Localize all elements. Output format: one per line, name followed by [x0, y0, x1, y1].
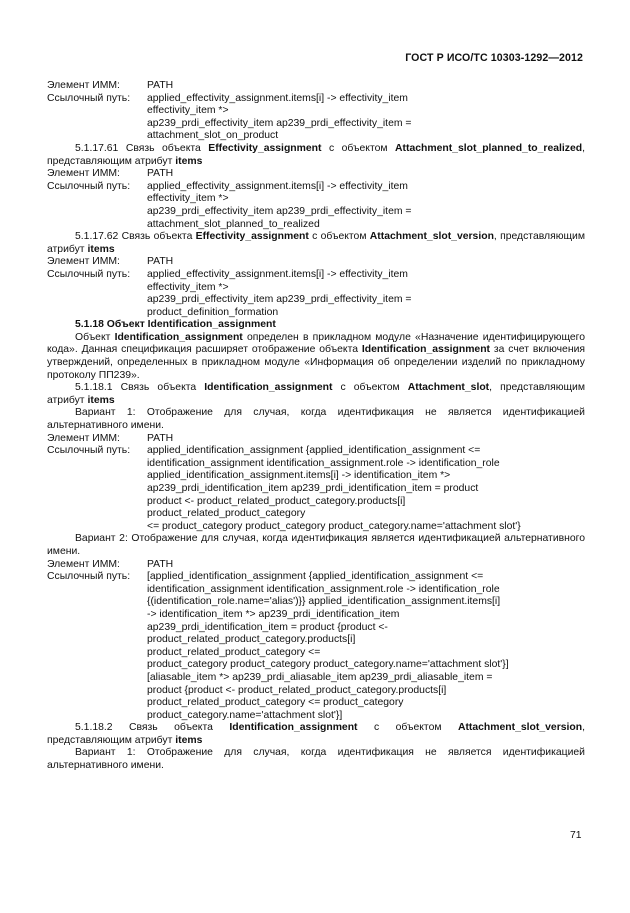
reference-path-label: Ссылочный путь:: [47, 180, 131, 192]
bold-term: Attachment_slot: [407, 382, 490, 394]
reference-path-row: [47, 269, 585, 319]
paragraph: [47, 533, 585, 558]
reference-path-line: applied_identification_assignment.items[i] -> identification_item *>: [147, 470, 451, 482]
reference-path-line: applied_effectivity_assignment.items[i] -> effectivity_item: [147, 180, 408, 192]
reference-path-line: {(identification_role.name='alias')}} applied_identification_assignment.items[i]: [147, 596, 501, 608]
text-run: , представляющим атрибут: [47, 142, 585, 167]
text-run: Вариант 2: Отображение для случая, когда идентификация является идентификацией альтернативного имени.: [47, 533, 585, 557]
reference-path-line: attachment_slot_planned_to_realized: [147, 218, 320, 230]
text-run: , представляющим атрибут: [47, 382, 585, 406]
bold-term: Attachment_slot_planned_to_realized: [395, 142, 583, 154]
reference-path-line: effectivity_item *>: [147, 281, 229, 293]
imm-element-label: Элемент ИММ:: [47, 432, 120, 444]
imm-element-label: Элемент ИММ:: [47, 168, 120, 180]
text-run: 5.1.17.61 Связь объекта: [75, 142, 209, 154]
reference-path-line: product <- product_related_product_category.products[i]: [147, 495, 406, 507]
text-run: 5.1.17.62 Связь объекта: [75, 231, 196, 243]
reference-path-value: [147, 181, 585, 231]
reference-path-label: Ссылочный путь:: [47, 92, 131, 104]
imm-element-label: Элемент ИММ:: [47, 558, 120, 570]
reference-path-line: product_category.name='attachment slot'}]: [147, 709, 343, 721]
reference-path-value: [147, 269, 585, 319]
section-heading: 5.1.18 Объект Identification_assignment: [75, 319, 276, 331]
reference-path-value: [147, 571, 585, 722]
text-run: 5.1.18.2 Связь объекта: [75, 722, 230, 734]
bold-term: items: [175, 734, 203, 746]
imm-element-row: [47, 433, 585, 446]
reference-path-line: applied_effectivity_assignment.items[i] -> effectivity_item: [147, 92, 408, 104]
text-run: определен в прикладном модуле «Назначение идентифицирующего кода». Данная спецификация расширяет отображение объекта: [47, 331, 585, 356]
imm-element-value: PATH: [147, 168, 174, 180]
reference-path-line: [applied_identification_assignment {applied_identification_assignment <=: [147, 571, 484, 583]
reference-path-row: [47, 571, 585, 722]
reference-path-line: ap239_prdi_effectivity_item ap239_prdi_effectivity_item =: [147, 205, 412, 217]
reference-path-line: ap239_prdi_identification_item = product {product <-: [147, 621, 388, 633]
imm-element-value: PATH: [147, 256, 174, 268]
reference-path-line: <= product_category product_category product_category.name='attachment slot'}: [147, 520, 521, 532]
imm-element-value: PATH: [147, 558, 174, 570]
bold-term: Attachment_slot_version: [369, 231, 494, 243]
reference-path-line: identification_assignment identification_assignment.role -> identification_role: [147, 583, 500, 595]
reference-path-label: Ссылочный путь:: [47, 445, 131, 457]
text-run: , представляющим атрибут: [47, 231, 585, 255]
bold-term: items: [87, 243, 115, 255]
document-header: ГОСТ Р ИСО/ТС 10303-1292—2012: [405, 52, 583, 64]
imm-element-value: PATH: [147, 80, 174, 91]
imm-element-label: Элемент ИММ:: [47, 80, 120, 91]
paragraph: [47, 143, 585, 168]
reference-path-line: product_category product_category product_category.name='attachment slot'}]: [147, 659, 509, 671]
reference-path-line: attachment_slot_on_product: [147, 130, 279, 142]
bold-term: items: [87, 394, 115, 406]
text-run: с объектом: [332, 382, 408, 394]
paragraph: [47, 332, 585, 382]
paragraph: [47, 722, 585, 747]
reference-path-line: ap239_prdi_effectivity_item ap239_prdi_effectivity_item =: [147, 117, 412, 129]
bold-term: Identification_assignment: [114, 331, 243, 343]
imm-element-row: [47, 256, 585, 269]
reference-path-value: [147, 93, 585, 143]
reference-path-line: product {product <- product_related_product_category.products[i]: [147, 684, 447, 696]
bold-term: Effectivity_assignment: [195, 231, 309, 243]
reference-path-line: product_definition_formation: [147, 306, 279, 318]
reference-path-value: [147, 445, 585, 533]
reference-path-line: [aliasable_item *> ap239_prdi_aliasable_item ap239_prdi_aliasable_item =: [147, 671, 493, 683]
reference-path-line: ap239_prdi_identification_item ap239_prdi_identification_item = product: [147, 483, 479, 494]
bold-term: Identification_assignment: [204, 382, 333, 394]
reference-path-line: effectivity_item *>: [147, 193, 229, 205]
text-run: с объектом: [308, 231, 370, 243]
reference-path-line: product_related_product_category: [147, 508, 306, 520]
text-run: с объектом: [321, 142, 396, 154]
reference-path-line: -> identification_item *> ap239_prdi_identification_item: [147, 608, 400, 620]
bold-term: Effectivity_assignment: [208, 142, 322, 154]
reference-path-line: ap239_prdi_effectivity_item ap239_prdi_effectivity_item =: [147, 294, 412, 306]
reference-path-line: product_related_product_category.products[i]: [147, 634, 356, 646]
imm-element-row: [47, 559, 585, 572]
text-run: с объектом: [357, 722, 458, 734]
bold-term: Attachment_slot_version: [457, 722, 583, 734]
reference-path-line: identification_assignment identification_assignment.role -> identification_role: [147, 457, 500, 469]
paragraph: [47, 407, 585, 432]
reference-path-line: product_related_product_category <= product_category: [147, 697, 404, 709]
imm-element-row: [47, 80, 585, 93]
imm-element-value: PATH: [147, 432, 174, 444]
bold-term: items: [175, 155, 203, 167]
bold-term: Identification_assignment: [229, 722, 358, 734]
reference-path-line: applied_identification_assignment {applied_identification_assignment <=: [147, 445, 481, 457]
document-body: [47, 80, 585, 773]
reference-path-label: Ссылочный путь:: [47, 268, 131, 280]
paragraph: [47, 747, 585, 772]
reference-path-line: applied_effectivity_assignment.items[i] -> effectivity_item: [147, 268, 408, 280]
page-number: 71: [570, 830, 582, 841]
reference-path-line: effectivity_item *>: [147, 105, 229, 117]
bold-term: Identification_assignment: [361, 344, 491, 356]
text-run: Вариант 1: Отображение для случая, когда идентификация не является идентификацией альтернативного имени.: [47, 407, 585, 432]
text-run: Объект: [75, 331, 115, 343]
paragraph: [47, 231, 585, 256]
imm-element-label: Элемент ИММ:: [47, 256, 120, 268]
text-run: за счет включения утверждений, определенных в прикладном модуле «Информация об определении изделий по прикладному протоколу ПП239».: [47, 344, 585, 381]
reference-path-row: [47, 181, 585, 231]
paragraph: [47, 382, 585, 407]
reference-path-row: [47, 445, 585, 533]
reference-path-row: [47, 93, 585, 143]
imm-element-row: [47, 168, 585, 181]
text-run: Вариант 1: Отображение для случая, когда идентификация не является идентификацией альтернативного имени.: [47, 747, 585, 772]
reference-path-line: product_related_product_category <=: [147, 646, 321, 658]
text-run: 5.1.18.1 Связь объекта: [75, 382, 205, 394]
text-run: , представляющим атрибут: [47, 722, 585, 746]
reference-path-label: Ссылочный путь:: [47, 571, 131, 583]
